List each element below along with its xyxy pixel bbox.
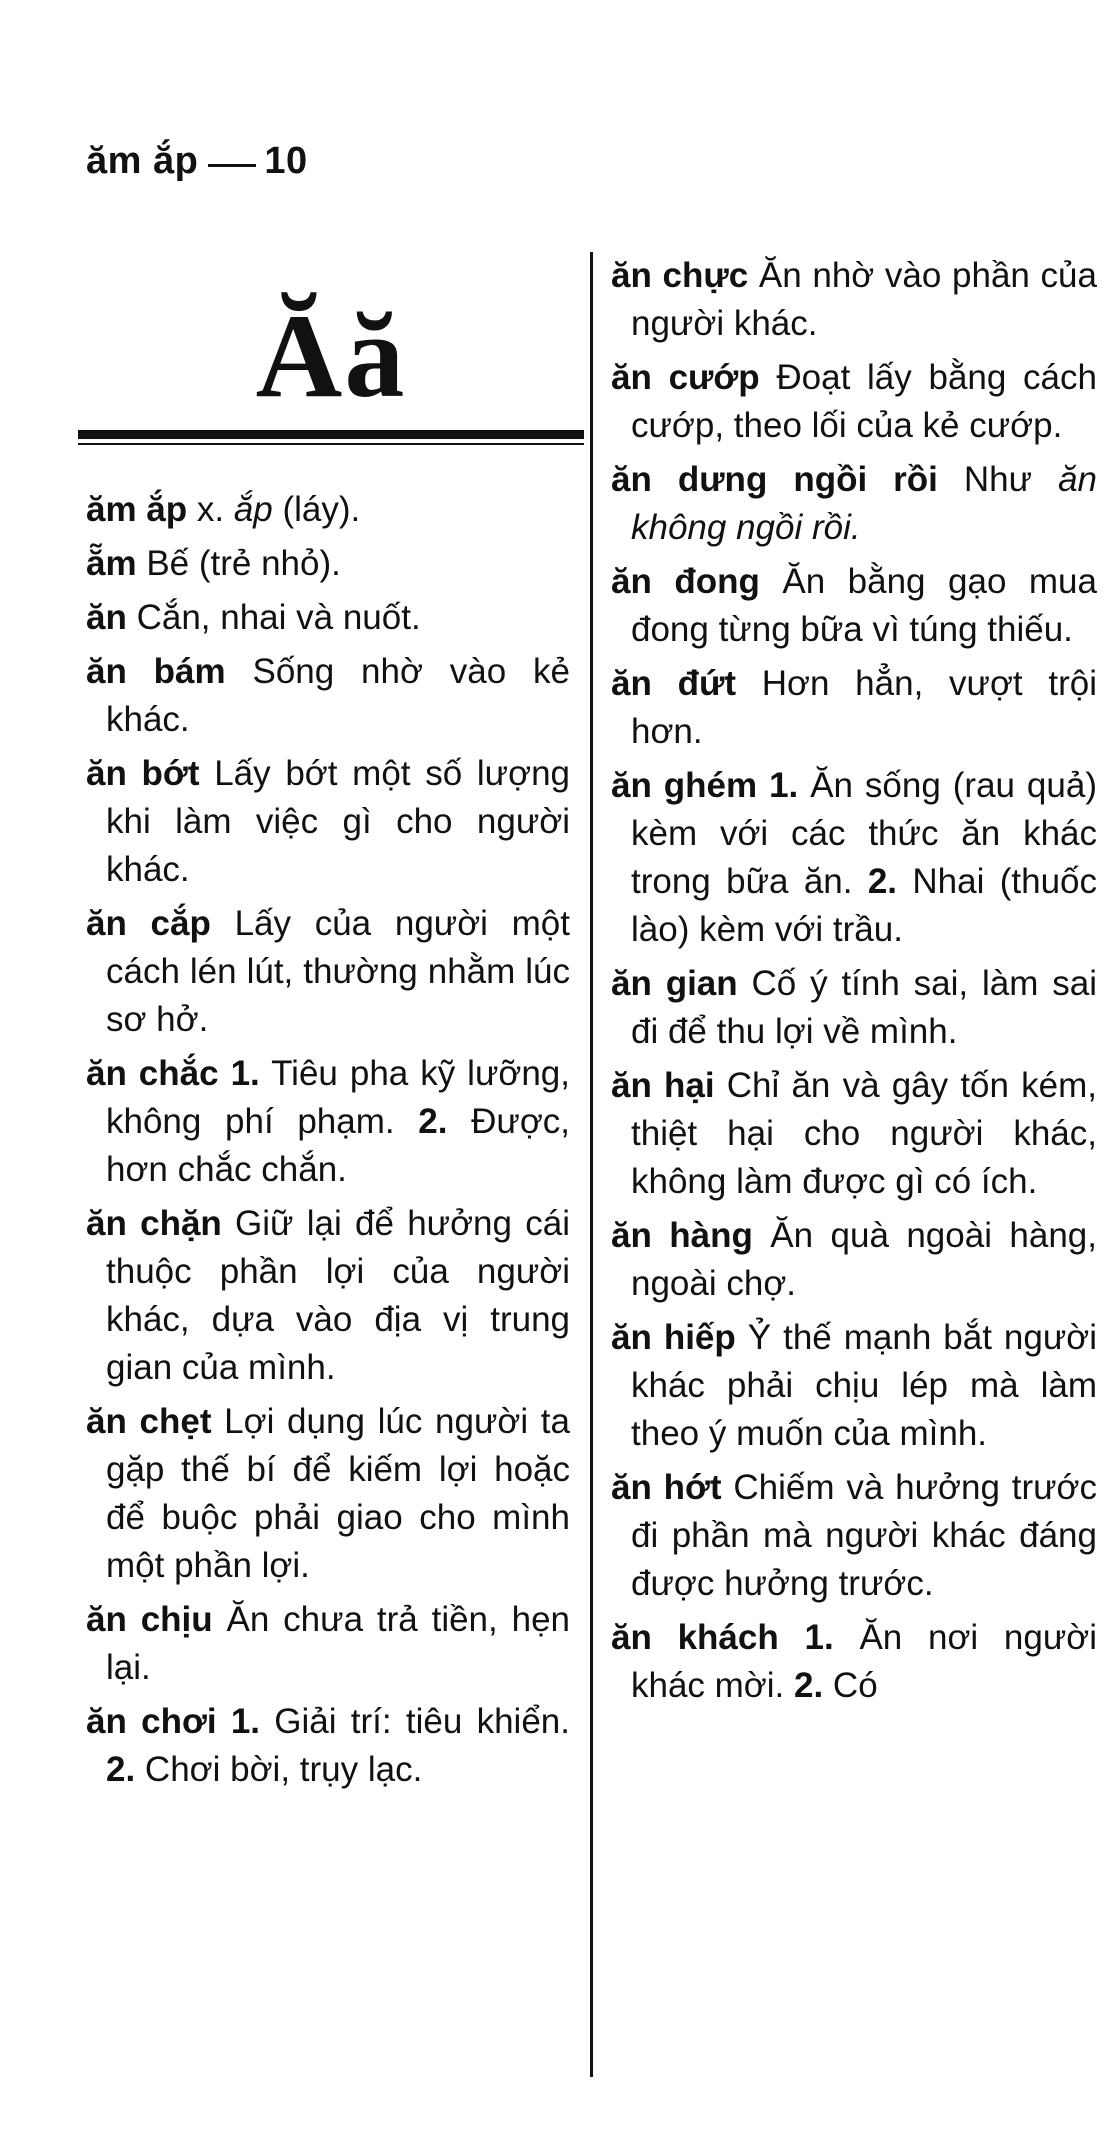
entry-definition: Ăn nơi người khác mời. bbox=[631, 1618, 1098, 1705]
entry-definition: Cắn, nhai và nuốt. bbox=[126, 598, 421, 637]
entry-definition: Ăn nhờ vào phần của người khác. bbox=[631, 256, 1097, 343]
entry-definition: Ăn quà ngoài hàng, ngoài chợ. bbox=[631, 1216, 1097, 1303]
sense-number: 2. bbox=[794, 1666, 824, 1705]
entry-definition: Giữ lại để hưởng cái thuộc phần lợi của người khác, dựa vào địa vị trung gian của mình. bbox=[106, 1204, 570, 1387]
dictionary-entry bbox=[611, 252, 1097, 348]
dictionary-entry bbox=[611, 456, 1097, 552]
dictionary-entry bbox=[86, 750, 570, 894]
entry-headword: ăn chơi bbox=[86, 1702, 217, 1741]
running-head-separator bbox=[208, 164, 256, 167]
sense-number: 2. bbox=[106, 1750, 136, 1789]
dictionary-entry bbox=[86, 1698, 570, 1794]
entry-definition: Ỷ thế mạnh bắt người khác phải chịu lép mà làm theo ý muốn của mình. bbox=[631, 1318, 1097, 1453]
entry-definition bbox=[217, 1702, 231, 1741]
entry-definition: Chỉ ăn và gây tốn kém, thiệt hại cho người khác, không làm được gì có ích. bbox=[631, 1066, 1097, 1201]
letter-heading-rule bbox=[78, 430, 584, 439]
left-column bbox=[86, 486, 570, 1800]
dictionary-entry bbox=[611, 354, 1097, 450]
entry-definition: Bế (trẻ nhỏ). bbox=[136, 544, 341, 583]
sense-number: 1. bbox=[804, 1618, 834, 1657]
entry-headword: ăn chặn bbox=[86, 1204, 222, 1243]
column-divider bbox=[590, 252, 593, 2077]
dictionary-entry bbox=[611, 1062, 1097, 1206]
dictionary-entry bbox=[86, 594, 570, 642]
entry-definition: Chiếm và hưởng trước đi phần mà người khác đáng được hưởng trước. bbox=[631, 1468, 1097, 1603]
right-column bbox=[611, 252, 1097, 1716]
entry-definition: Ăn bằng gạo mua đong từng bữa vì túng thiếu. bbox=[631, 562, 1097, 649]
entry-headword: ăn chịu bbox=[86, 1600, 213, 1639]
running-head-word: ăm ắp bbox=[86, 140, 199, 182]
letter-heading-rule-thin bbox=[78, 443, 584, 445]
sense-number: 2. bbox=[867, 862, 898, 901]
sense-number: 2. bbox=[418, 1102, 448, 1141]
entry-headword: ăn bbox=[86, 598, 127, 637]
entry-headword: ăn chắc bbox=[86, 1054, 219, 1093]
entry-definition: Lấy của người một cách lén lút, thường nhằm lúc sơ hở. bbox=[106, 904, 570, 1039]
entry-headword: ăn bám bbox=[86, 652, 226, 691]
dictionary-entry bbox=[86, 1200, 570, 1392]
entry-headword: ăn hại bbox=[611, 1066, 715, 1105]
entry-headword: ăn hàng bbox=[611, 1216, 753, 1255]
page-number: 10 bbox=[264, 140, 308, 182]
entry-definition: Như bbox=[937, 460, 1059, 499]
dictionary-entry bbox=[86, 1398, 570, 1590]
entry-headword: ăn đứt bbox=[611, 664, 736, 703]
dictionary-entry bbox=[86, 648, 570, 744]
dictionary-entry bbox=[611, 960, 1097, 1056]
dictionary-entry bbox=[611, 1212, 1097, 1308]
cross-reference: ăn không ngồi rồi. bbox=[631, 460, 1098, 547]
entry-definition bbox=[219, 1054, 231, 1093]
entry-definition: Được, hơn chắc chắn. bbox=[106, 1102, 571, 1189]
entry-headword: ăn cắp bbox=[86, 904, 211, 943]
dictionary-entry bbox=[611, 1314, 1097, 1458]
sense-number: 1. bbox=[230, 1702, 261, 1741]
cross-reference: ắp bbox=[233, 490, 273, 529]
entry-definition: Ăn sống (rau quả) kèm với các thức ăn khác trong bữa ăn. bbox=[631, 766, 1097, 901]
entry-headword: ăn khách bbox=[611, 1618, 779, 1657]
letter-heading: Ăă bbox=[255, 289, 407, 422]
sense-number: 1. bbox=[769, 766, 799, 805]
entry-definition: Hơn hẳn, vượt trội hơn. bbox=[631, 664, 1098, 751]
entry-definition bbox=[779, 1618, 805, 1657]
entry-definition bbox=[757, 766, 769, 805]
dictionary-entry bbox=[611, 762, 1097, 954]
entry-definition: Ăn chưa trả tiền, hẹn lại. bbox=[106, 1600, 570, 1687]
entry-definition: Lợi dụng lúc người ta gặp thế bí để kiếm lợi hoặc để buộc phải giao cho mình một phần lợi. bbox=[106, 1402, 570, 1585]
entry-definition: x. bbox=[187, 490, 234, 529]
entry-headword: ăn chực bbox=[611, 256, 749, 295]
entry-definition: Đoạt lấy bằng cách cướp, theo lối của kẻ cướp. bbox=[631, 358, 1097, 445]
entry-definition: Nhai (thuốc lào) kèm với trầu. bbox=[631, 862, 1097, 949]
dictionary-entry bbox=[611, 1464, 1097, 1608]
entry-definition: Cố ý tính sai, làm sai đi để thu lợi về mình. bbox=[631, 964, 1097, 1051]
dictionary-entry bbox=[86, 486, 570, 534]
dictionary-entry bbox=[86, 1050, 570, 1194]
entry-definition: (láy). bbox=[272, 490, 361, 529]
entry-headword: ăn đong bbox=[611, 562, 760, 601]
dictionary-entry bbox=[86, 540, 570, 588]
entry-definition: Có bbox=[823, 1666, 878, 1705]
entry-headword: ăn cướp bbox=[611, 358, 760, 397]
entry-headword: ăn gian bbox=[611, 964, 738, 1003]
entry-headword: ăn hiếp bbox=[611, 1318, 736, 1357]
dictionary-entry bbox=[611, 558, 1097, 654]
entry-definition: Giải trí: tiêu khiển. bbox=[260, 1702, 570, 1741]
entry-headword: ăn dưng ngồi rồi bbox=[611, 460, 938, 499]
entry-definition: Sống nhờ vào kẻ khác. bbox=[106, 652, 570, 739]
entry-headword: ăm ắp bbox=[86, 490, 188, 529]
entry-definition: Tiêu pha kỹ lưỡng, không phí phạm. bbox=[106, 1054, 570, 1141]
running-head bbox=[86, 140, 308, 183]
entry-headword: ăn chẹt bbox=[86, 1402, 212, 1441]
entry-definition: Chơi bời, trụy lạc. bbox=[135, 1750, 423, 1789]
sense-number: 1. bbox=[230, 1054, 260, 1093]
dictionary-entry bbox=[86, 1596, 570, 1692]
entry-headword: ăn bớt bbox=[86, 754, 200, 793]
dictionary-entry bbox=[611, 1614, 1097, 1710]
entry-headword: ăn ghém bbox=[611, 766, 758, 805]
dictionary-entry bbox=[86, 900, 570, 1044]
dictionary-entry bbox=[611, 660, 1097, 756]
entry-headword: ẵm bbox=[86, 544, 137, 583]
entry-definition: Lấy bớt một số lượng khi làm việc gì cho người khác. bbox=[106, 754, 570, 889]
entry-headword: ăn hớt bbox=[611, 1468, 722, 1507]
